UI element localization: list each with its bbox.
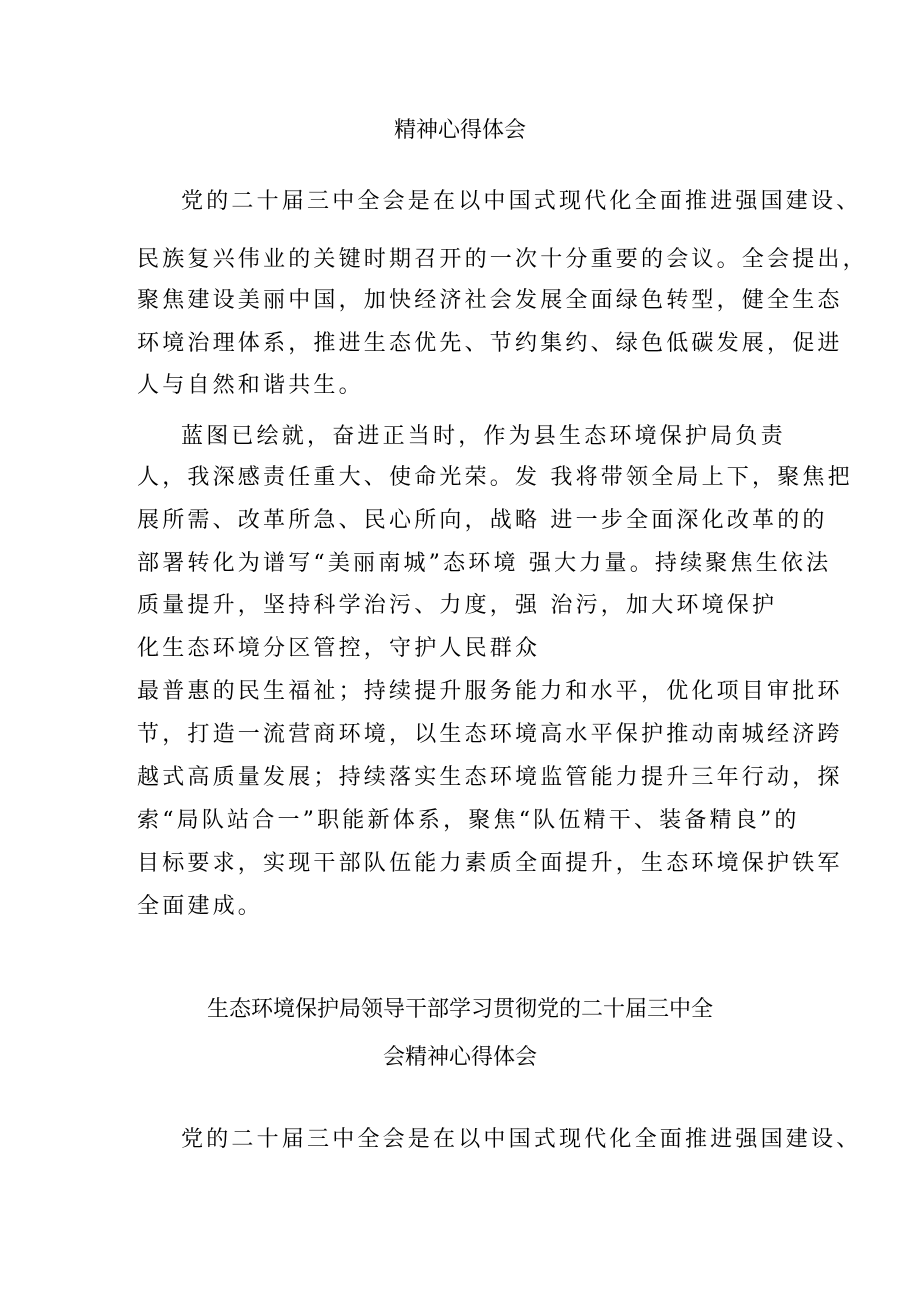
paragraph-line: 聚焦建设美丽中国，加快经济社会发展全面绿色转型，健全生态 xyxy=(137,288,843,313)
paragraph-line: 民族复兴伟业的关键时期召开的一次十分重要的会议。全会提出， xyxy=(137,247,868,272)
paragraph-line: 全面建成。 xyxy=(137,894,264,919)
paragraph-line: 党的二十届三中全会是在以中国式现代化全面推进强国建设、 xyxy=(181,189,862,214)
paragraph-line: 最普惠的民生福祉；持续提升服务能力和水平，优化项目审批环 xyxy=(137,679,843,704)
paragraph-line: 质量提升，坚持科学治污、力度，强 治污，加大环境保护 xyxy=(137,593,778,618)
paragraph-line: 党的二十届三中全会是在以中国式现代化全面推进强国建设、 xyxy=(181,1127,862,1152)
paragraph-line: 索“局队站合一”职能新体系，聚焦“队伍精干、装备精良”的 xyxy=(137,808,800,833)
paragraph-line: 人与自然和谐共生。 xyxy=(137,373,364,398)
paragraph-line: 化生态环境分区管控，守护人民群众 xyxy=(137,636,541,661)
paragraph-line: 人，我深感责任重大、使命光荣。发 我将带领全局上下，聚焦把 xyxy=(137,465,853,490)
paragraph-line: 越式高质量发展；持续落实生态环境监管能力提升三年行动，探 xyxy=(137,765,843,790)
paragraph-line: 蓝图已绘就，奋进正当时，作为县生态环境保护局负责 xyxy=(181,424,786,449)
paragraph-line: 节，打造一流营商环境，以生态环境高水平保护推动南城经济跨 xyxy=(137,722,843,747)
paragraph-line: 部署转化为谱写“美丽南城”态环境 强大力量。持续聚焦生依法 xyxy=(137,551,832,576)
section-1-title: 精神心得体会 xyxy=(393,118,526,143)
section-2-title-line: 会精神心得体会 xyxy=(382,1045,537,1070)
paragraph-line: 展所需、改革所急、民心所向，战略 进一步全面深化改革的的 xyxy=(137,508,828,533)
section-2-title xyxy=(0,986,920,1082)
paragraph-line: 目标要求，实现干部队伍能力素质全面提升，生态环境保护铁军 xyxy=(137,851,843,876)
section-2-title-line: 生态环境保护局领导干部学习贯彻党的二十届三中全 xyxy=(206,997,713,1022)
paragraph-line: 环境治理体系，推进生态优先、节约集约、绿色低碳发展，促进 xyxy=(137,331,843,356)
